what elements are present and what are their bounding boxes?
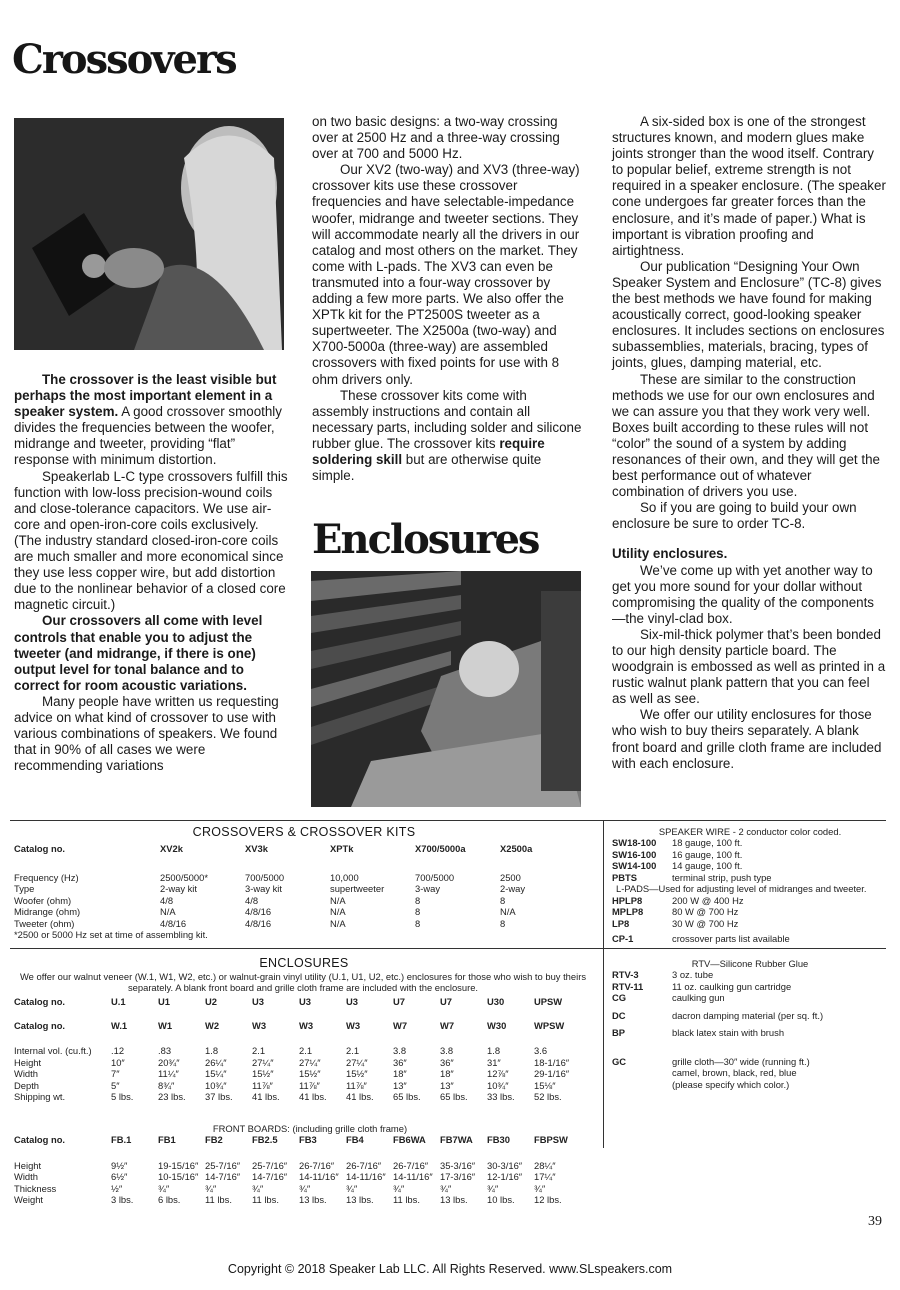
table-cell: 8¾″ [158,1079,175,1091]
divider-vertical-1 [603,820,604,948]
utility-paragraph-2: Six-mil-thick polymer that’s been bonded to our high density particle board. The woodgrain is embossed as well as printed in a rustic walnut plank pattern that you can feel as well as see. [612,626,886,707]
row-label: SW14-100 [612,860,657,871]
column-header: U7 [440,996,452,1007]
divider-middle [10,948,886,949]
table-cell: 3.6 [534,1045,548,1056]
rtv-item [612,1004,882,1027]
enclosure-row [14,1045,594,1057]
column-header: Catalog no. [14,843,66,854]
table-cell: 3 lbs. [111,1194,134,1205]
table-cell: 17-3/16″ [440,1171,476,1182]
column-header: W30 [487,1019,507,1031]
crossover-level-controls: Our crossovers all come with level controls that enable you to adjust the tweeter (and midrange, if there is one) output level for tonal balance and to correct for room acoustic variations. [14,613,263,693]
crossover-paragraph-4: Many people have written us requesting advice on what kind of crossover to use with various combinations of speakers. We found that in 90% of all cases we were recommending variations [14,693,279,774]
rtv-item [612,992,882,1004]
enclosure-paragraph-2: Our publication “Designing Your Own Speaker System and Enclosure” (TC-8) gives the best methods we have found for making acoustically correct, good-looking speaker enclosures. It includes sections on enclosures subassemblies, materials, bracing, types of joints, glues, damping material, etc. [612,258,885,371]
table-cell: 26-7/16″ [299,1159,335,1171]
cp-description: crossover parts list available [672,933,790,944]
enclosure-workshop-photo [311,571,581,807]
table-cell: 8 [500,894,506,906]
table-cell: ¾″ [487,1182,499,1194]
column-header: W3 [252,1019,267,1031]
front-board-row [14,1160,594,1172]
speaker-wire-item [612,860,872,872]
spacer-row [14,1008,594,1020]
table-cell: 14-7/16″ [205,1171,241,1182]
speaker-wire-item [612,837,872,849]
row-label: Thickness [14,1182,57,1194]
lpad-item [612,895,872,907]
column-header: XV3k [245,843,268,854]
table-cell: 8 [415,906,421,917]
table-cell: 14-11/16″ [393,1171,433,1182]
row-label: Tweeter (ohm) [14,917,75,929]
table-cell: 3.8 [440,1045,454,1056]
crossover-footnote-row [14,929,585,941]
row-label: Type [14,883,35,894]
crossover-paragraph-2: Speakerlab L-C type crossovers fulfill this function with low-loss precision-wound coils and close-tolerance capacitors. We use air-core and open-iron-core coils exclusively. (The industry standard closed-iron-core coils are much smaller and more economical since they use less copper wire, but add distortion due to the nonlinear behavior of a closed core magnetic circuit.) [14,468,288,613]
spacer-cell [14,1031,111,1045]
speaker-wire-panel [612,826,888,945]
table-cell: 27¼″ [299,1056,321,1068]
column-header: WPSW [534,1019,565,1031]
table-cell: 700/5000 [415,871,455,883]
rtv-panel [612,958,888,1090]
table-cell: N/A [330,894,346,906]
column-header: FB6WA [393,1134,426,1145]
table-cell: 37 lbs. [205,1091,233,1102]
table-cell: ½″ [111,1182,123,1194]
table-cell: 1.8 [487,1045,501,1056]
column-header: Catalog no. [14,1019,66,1031]
front-board-row [14,1183,594,1195]
table-cell: 26-7/16″ [393,1159,429,1171]
crossover-intro-bold: The crossover is the least visible but perhaps the most important element in a speaker system. [14,372,277,420]
table-cell: 3 oz. tube [672,969,714,980]
table-cell: 31″ [487,1056,501,1068]
row-label: LP8 [612,917,630,929]
gc-line-1: grille cloth—30″ wide (running ft.) [672,1055,810,1067]
column-header: FB4 [346,1134,364,1145]
row-label: Woofer (ohm) [14,894,72,906]
soldering-skill-note: require soldering skill [312,435,545,467]
table-cell: 13″ [393,1079,407,1091]
rtv-item [612,981,882,993]
crossover-row [14,872,585,884]
table-cell: 11⅞″ [346,1079,367,1091]
table-cell: 6 lbs. [158,1194,181,1205]
copyright-footer: Copyright © 2018 Speaker Lab LLC. All Rights Reserved. www.SLspeakers.com [227,1262,673,1276]
table-cell: 23 lbs. [158,1091,186,1102]
table-cell: N/A [160,906,176,917]
table-cell: N/A [500,906,516,917]
table-cell: 27¼″ [346,1056,368,1068]
table-cell: 41 lbs. [346,1091,374,1102]
rtv-item [612,969,882,981]
table-cell: 2.1 [252,1045,266,1056]
front-boards-table [14,1134,594,1206]
table-cell: N/A [330,917,346,929]
rtv-list [612,969,882,1050]
spacer-cell [14,1008,111,1020]
table-cell: 13 lbs. [440,1194,468,1205]
column-header: U7 [393,996,405,1007]
table-cell: 36″ [440,1056,454,1068]
table-cell: ¾″ [299,1182,311,1194]
table-cell: 3-way kit [245,883,282,894]
table-cell: 2500 [500,871,521,883]
table-cell: 10-15/16″ [158,1171,199,1182]
crossover-table-grid [14,843,585,941]
table-cell: 2-way [500,883,526,894]
crossover-intro-rest: A good crossover smoothly divides the frequencies between the woofer, midrange and tweeter, providing “flat” response with minimum distortion. [14,404,282,468]
table-cell: 65 lbs. [440,1091,468,1102]
table-cell: .12 [111,1045,125,1056]
table-cell: 8 [500,917,506,929]
table-cell: 25-7/16″ [252,1159,288,1171]
table-cell: 20¾″ [158,1056,180,1068]
column-header: W3 [346,1019,361,1031]
crossovers-title: Crossovers [12,36,236,83]
column-header: X2500a [500,843,533,854]
enclosure-column-3 [612,114,887,772]
table-cell: N/A [330,906,346,917]
row-label: Internal vol. (cu.ft.) [14,1045,92,1056]
column-header: U3 [252,996,264,1007]
speaker-wire-item [612,849,872,861]
column-header: W1 [158,1019,173,1031]
column-header: Catalog no. [14,1134,66,1145]
table-cell: 26-7/16″ [346,1159,382,1171]
table-cell: 35-3/16″ [440,1159,476,1171]
table-cell: 14-7/16″ [252,1171,288,1182]
table-cell: caulking gun [672,992,725,1003]
column-header: W2 [205,1019,220,1031]
column-header: U1 [158,996,170,1007]
column-header: U2 [205,996,217,1007]
enclosure-paragraph-4: So if you are going to build your own enclosure be sure to order TC-8. [612,500,857,532]
column-header: FB2.5 [252,1134,278,1145]
crossover-designs-paragraph: on two basic designs: a two-way crossing over at 2500 Hz and a three-way crossing over at 700 and 5000 Hz. [312,114,560,162]
row-label: Shipping wt. [14,1091,66,1102]
crossover-kits-contents-a: These crossover kits come with assembly instructions and contain all necessary parts, including solder and silicone rubber glue. The crossover kits [312,387,582,451]
table-cell: ¾″ [534,1182,546,1194]
spacer-cell [14,855,160,872]
column-header: UPSW [534,996,563,1007]
table-cell: ¾″ [393,1182,405,1194]
row-label: DC [612,1009,626,1021]
table-cell: 13″ [440,1079,454,1091]
gc-line-2: camel, brown, black, red, blue [672,1067,797,1078]
crossover-column-2 [312,114,587,484]
lpads-note: L-PADS—Used for adjusting level of midranges and tweeter. [616,883,867,894]
gc-line-3: (please specify which color.) [672,1078,790,1090]
table-cell: 11¼″ [158,1068,179,1079]
column-header: FB3 [299,1134,317,1145]
column-header: U3 [299,996,311,1007]
utility-paragraph-1: We’ve come up with yet another way to get you more sound for your dollar without compromising the quality of the components—the vinyl-clad box. [612,562,875,626]
crossover-column-1 [14,372,289,774]
spacer-cell [14,1146,111,1160]
crossover-row [14,918,585,930]
table-cell: 4/8 [160,894,174,906]
table-cell: 10,000 [330,871,359,883]
rtv-title: RTV—Silicone Rubber Glue [691,958,809,969]
column-header: XPTk [330,843,354,854]
row-label: BP [612,1026,626,1038]
crossover-header-row [14,843,585,855]
table-cell: 2.1 [346,1045,360,1056]
table-cell: 3-way [415,883,441,894]
table-cell: 15½″ [346,1068,368,1079]
row-label: Height [14,1056,42,1068]
table-cell: 26¼″ [205,1056,227,1068]
spacer-row [14,855,585,872]
walnut-header-row [14,1020,594,1032]
table-cell: 18-1/16″ [534,1056,570,1068]
table-cell: ¾″ [158,1182,170,1194]
row-label: SW18-100 [612,837,657,848]
column-header: FBPSW [534,1134,568,1145]
rtv-item [612,1027,882,1050]
column-header: XV2k [160,843,183,854]
table-cell: 15½″ [299,1068,321,1079]
table-cell: 2.1 [299,1045,313,1056]
divider-top [10,820,886,821]
table-cell: 41 lbs. [252,1091,280,1102]
row-label: HPLP8 [612,894,643,906]
table-cell: 6½″ [111,1171,128,1182]
enclosure-row [14,1091,594,1103]
table-cell: 33 lbs. [487,1091,515,1102]
row-label: CG [612,992,627,1003]
table-cell: 41 lbs. [299,1091,327,1102]
front-board-row [14,1194,594,1206]
crossover-footnote: *2500 or 5000 Hz set at time of assembling kit. [14,929,208,940]
enclosure-table-intro: We offer our walnut veneer (W.1, W1, W2, etc.) or walnut-grain vinyl utility (U.1, U1, U2, etc.) enclosures for those who wish to buy theirs separately. A blank front board and grille cloth frame are included with the enclosure. [19,971,587,993]
divider-vertical-2 [603,948,604,1148]
crossover-kits-contents-b: but are otherwise quite simple. [312,451,542,484]
table-cell: 8 [415,917,421,929]
enclosure-paragraph-3: These are similar to the construction methods we use for our own enclosures and we can assure you that they work very well. Boxes built according to these rules will not “color” the sound of a system by adding resonances of their own, and they will get the best performance out of whatever combination of drivers you use. [612,371,880,500]
table-cell: 18″ [393,1068,407,1079]
table-cell: 12⅞″ [487,1068,509,1079]
table-cell: 25-7/16″ [205,1159,241,1171]
table-cell: 10 lbs. [487,1194,515,1205]
table-cell: 15⅛″ [534,1079,556,1091]
table-cell: 13 lbs. [346,1194,374,1205]
crossover-table-title: CROSSOVERS & CROSSOVER KITS [192,825,416,839]
table-cell: 18″ [440,1068,454,1079]
column-header: FB.1 [111,1134,132,1145]
lpads-list [612,895,872,930]
row-label: RTV-11 [612,980,644,992]
speaker-wire-list [612,837,872,883]
table-cell: 12 lbs. [534,1194,562,1205]
row-label: PBTS [612,871,638,883]
table-cell: 18 gauge, 100 ft. [672,837,743,848]
row-label: Midrange (ohm) [14,906,81,917]
table-cell: 4/8/16 [245,906,272,917]
crossover-table [14,843,585,941]
column-header: W7 [393,1019,408,1031]
table-cell: 10¾″ [205,1079,227,1091]
table-cell: 80 W @ 700 Hz [672,906,739,917]
enclosures-title: Enclosures [312,516,539,563]
table-cell: 30-3/16″ [487,1159,523,1171]
table-cell: 1.8 [205,1045,219,1056]
lpad-item [612,906,872,918]
row-label: Depth [14,1079,40,1091]
spacer-row [14,1031,594,1045]
table-cell: .83 [158,1045,172,1056]
table-cell: 11 lbs. [205,1194,232,1205]
column-header: X700/5000a [415,843,466,854]
crossover-row [14,906,585,918]
column-header: FB30 [487,1134,510,1145]
column-header: U.1 [111,996,126,1007]
column-header: W7 [440,1019,455,1031]
enclosure-paragraph-1: A six-sided box is one of the strongest structures known, and modern glues make joints stronger than the wood itself. Contrary to popular belief, extreme strength is not required in a speaker enclosure. (The speaker cone undergoes far greater forces than the enclosure, and it’s made of paper.) What is important is vibration proofing and airtightness. [612,114,886,258]
table-cell: 36″ [393,1056,407,1068]
front-board-row [14,1171,594,1183]
table-cell: 14-11/16″ [346,1171,386,1182]
column-header: Catalog no. [14,996,66,1007]
table-cell: 13 lbs. [299,1194,327,1205]
table-cell: 5″ [111,1079,120,1091]
table-cell: 11 oz. caulking gun cartridge [672,980,792,992]
crossover-kits-paragraph: Our XV2 (two-way) and XV3 (three-way) crossover kits use these crossover frequencies and have selectable-impedance woofer, midrange and tweeter sections. They will accommodate nearly all the drivers in our catalog and most others on the market. They come with L-pads. The XV3 can even be transmuted into a four-way crossover by adding a few more parts. We also offer the XPTk kit for the PT2500S tweeter as a supertweeter. The X2500a (two-way) and X700-5000a (three-way) are assembled crossovers with fixed points for use with 8 ohm drivers only. [312,162,580,387]
column-header: W.1 [111,1019,128,1031]
table-cell: 8 [415,894,421,906]
table-cell: 19-15/16″ [158,1159,199,1171]
crossover-photo [14,118,284,350]
table-cell: 9½″ [111,1159,128,1171]
table-cell: 30 W @ 700 Hz [672,917,739,929]
utility-paragraph-3: We offer our utility enclosures for those who wish to buy theirs separately. A blank front board and grille cloth frame are included with each enclosure. [612,707,882,771]
table-cell: 27¼″ [252,1056,274,1068]
enclosure-row [14,1080,594,1092]
table-cell: 11 lbs. [393,1194,420,1205]
table-cell: 11 lbs. [252,1194,279,1205]
table-cell: 4/8 [245,894,259,906]
table-cell: 2-way kit [160,883,197,894]
table-cell: 16 gauge, 100 ft. [672,848,743,860]
page-number: 39 [868,1214,882,1229]
table-cell: 29-1/16″ [534,1068,570,1079]
table-cell: 15¼″ [205,1068,227,1079]
table-cell: 4/8/16 [245,917,272,929]
table-cell: 14 gauge, 100 ft. [672,860,743,871]
enclosure-row [14,1068,594,1080]
table-cell: ¾″ [252,1182,264,1194]
utility-header-row [14,996,594,1008]
row-label: SW16-100 [612,848,657,860]
table-cell: 700/5000 [245,871,285,883]
table-cell: 10″ [111,1056,125,1068]
enclosure-row [14,1057,594,1069]
spacer-row [14,1146,594,1160]
table-cell: 11⅞″ [252,1079,273,1091]
front-boards-grid [14,1134,594,1206]
table-cell: 4/8/16 [160,917,187,929]
column-header: FB1 [158,1134,176,1145]
table-cell: ¾″ [205,1182,217,1194]
row-label: RTV-3 [612,969,639,980]
table-cell: 3.8 [393,1045,407,1056]
table-cell: 11⅞″ [299,1079,320,1091]
column-header: U30 [487,996,505,1007]
front-board-header-row [14,1134,594,1146]
table-cell: terminal strip, push type [672,871,772,883]
gc-code: GC [612,1055,627,1067]
speaker-wire-item [612,872,872,884]
row-label: Width [14,1171,38,1182]
table-cell: ¾″ [440,1182,452,1194]
lpad-item [612,918,872,930]
row-label: Weight [14,1194,44,1205]
enclosure-table-grid [14,996,594,1103]
table-cell: 7″ [111,1068,120,1079]
column-header: W3 [299,1019,314,1031]
row-label: Width [14,1068,38,1079]
table-cell: 10¾″ [487,1079,509,1091]
table-cell: 17¼″ [534,1171,556,1182]
crossover-row [14,883,585,895]
table-cell: ¾″ [346,1182,358,1194]
column-header: FB7WA [440,1134,473,1145]
table-cell: 52 lbs. [534,1091,562,1102]
table-cell: 200 W @ 400 Hz [672,894,744,906]
front-boards-title: FRONT BOARDS: (including grille cloth frame) [212,1123,408,1134]
table-cell: 28¼″ [534,1159,556,1171]
speaker-wire-title: SPEAKER WIRE - 2 conductor color coded. [658,826,842,837]
row-label: Frequency (Hz) [14,871,79,883]
row-label: MPLP8 [612,906,644,917]
column-header: FB2 [205,1134,223,1145]
utility-enclosures-heading: Utility enclosures. [612,546,728,562]
table-cell: 65 lbs. [393,1091,421,1102]
cp-code: CP-1 [612,933,634,944]
table-cell: 5 lbs. [111,1091,134,1102]
table-cell: dacron damping material (per sq. ft.) [672,1009,824,1021]
table-cell: black latex stain with brush [672,1026,785,1038]
table-cell: 14-11/16″ [299,1171,339,1182]
table-cell: 12-1/16″ [487,1171,523,1182]
table-cell: supertweeter [330,883,385,894]
enclosure-table [14,996,594,1103]
table-cell: 2500/5000* [160,871,208,883]
table-cell: 15½″ [252,1068,274,1079]
row-label: Height [14,1159,42,1171]
column-header: U3 [346,996,358,1007]
enclosure-table-title: ENCLOSURES [259,956,349,970]
crossover-row [14,895,585,907]
